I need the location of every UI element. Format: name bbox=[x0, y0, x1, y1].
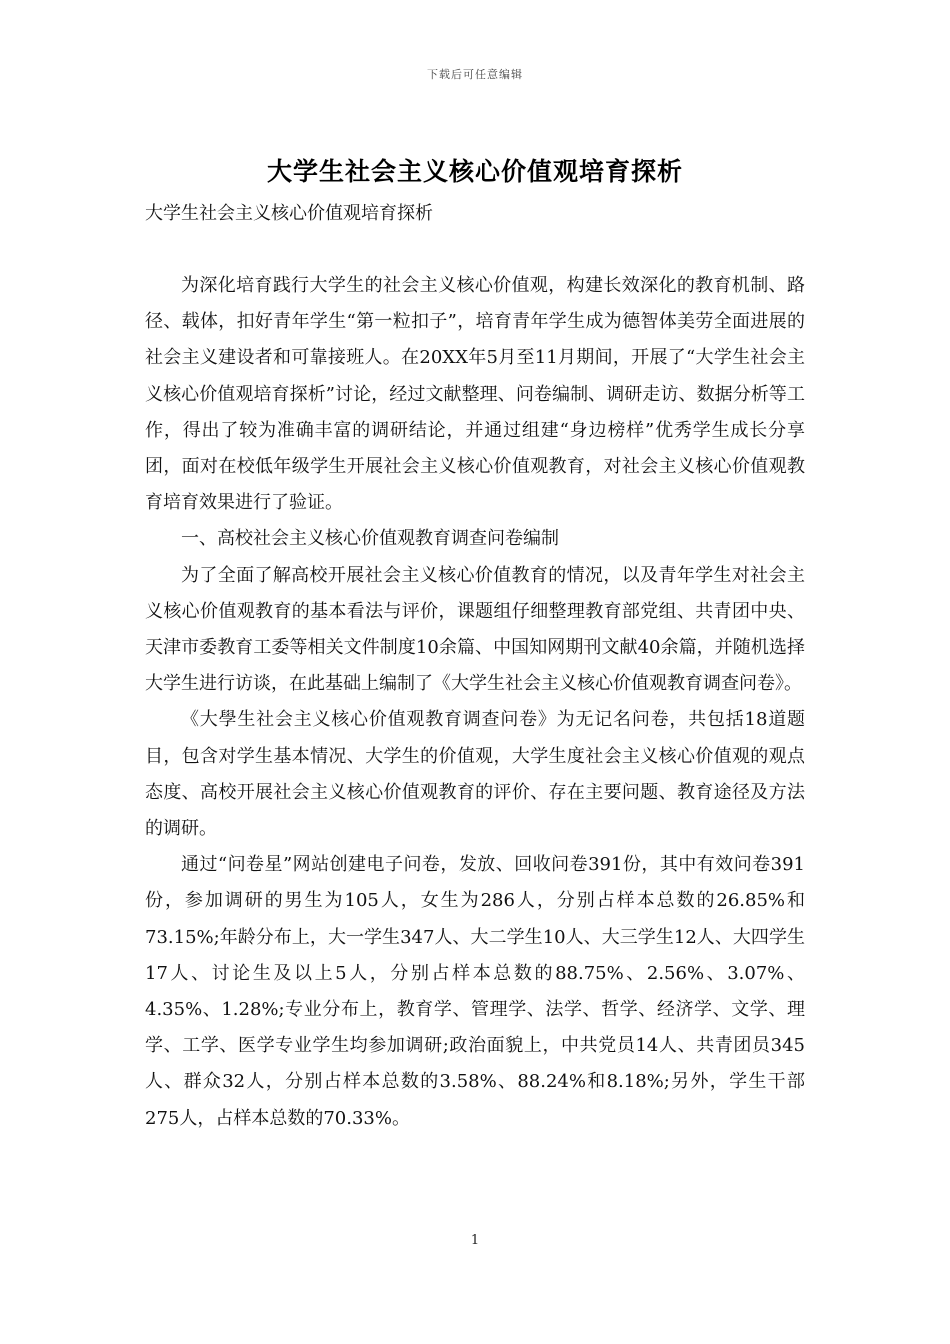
body-paragraph: 为了全面了解高校开展社会主义核心价值教育的情况，以及青年学生对社会主义核心价值观教育的基本看法与评价，课题组仔细整理教育部党组、共青团中央、天津市委教育工委等相关文件制度10余篇、中国知网期刊文献40余篇，并随机选择大学生进行访谈，在此基础上编制了《大学生社会主义核心价值观教育调查问卷》。 bbox=[145, 564, 805, 695]
document-title: 大学生社会主义核心价值观培育探析 bbox=[266, 157, 683, 186]
document-subtitle: 大学生社会主义核心价值观培育探析 bbox=[145, 203, 433, 224]
page-number: 1 bbox=[470, 1233, 480, 1248]
intro-paragraph: 为深化培育践行大学生的社会主义核心价值观，构建长效深化的教育机制、路径、载体，扣好青年学生“第一粒扣子”，培育青年学生成为德智体美劳全面进展的社会主义建设者和可靠接班人。在20XX年5月至11月期间，开展了“大学生社会主义核心价值观培育探析”讨论，经过文献整理、问卷编制、调研走访、数据分析等工作，得出了较为准确丰富的调研结论，并通过组建“身边榜样”优秀学生成长分享团，面对在校低年级学生开展社会主义核心价值观教育，对社会主义核心价值观教育培育效果进行了验证。 bbox=[145, 275, 805, 514]
page-header-note: 下载后可任意编辑 bbox=[427, 68, 523, 81]
body-paragraph: 通过“问卷星”网站创建电子问卷，发放、回收问卷391份，其中有效问卷391份，参加调研的男生为105人，女生为286人，分别占样本总数的26.85%和73.15%;年龄分布上，大一学生347人、大二学生10人、大三学生12人、大四学生17人、讨论生及以上5人，分别占样本总数的88.75%、2.56%、3.07%、4.35%、1.28%;专业分布上，教育学、管理学、法学、哲学、经济学、文学、理学、工学、医学专业学生均参加调研;政治面貌上，中共党员14人、共青团员345人、群众32人，分别占样本总数的3.58%、88.24%和8.18%;另外，学生干部275人，占样本总数的70.33%。 bbox=[145, 854, 805, 1129]
body-paragraph: 《大學生社会主义核心价值观教育调查问卷》为无记名问卷，共包括18道题目，包含对学生基本情况、大学生的价值观，大学生度社会主义核心价值观的观点态度、高校开展社会主义核心价值观教育的评价、存在主要问题、教育途径及方法的调研。 bbox=[145, 709, 805, 840]
section-heading: 一、高校社会主义核心价值观教育调查问卷编制 bbox=[181, 528, 559, 550]
document-body bbox=[145, 268, 805, 1137]
